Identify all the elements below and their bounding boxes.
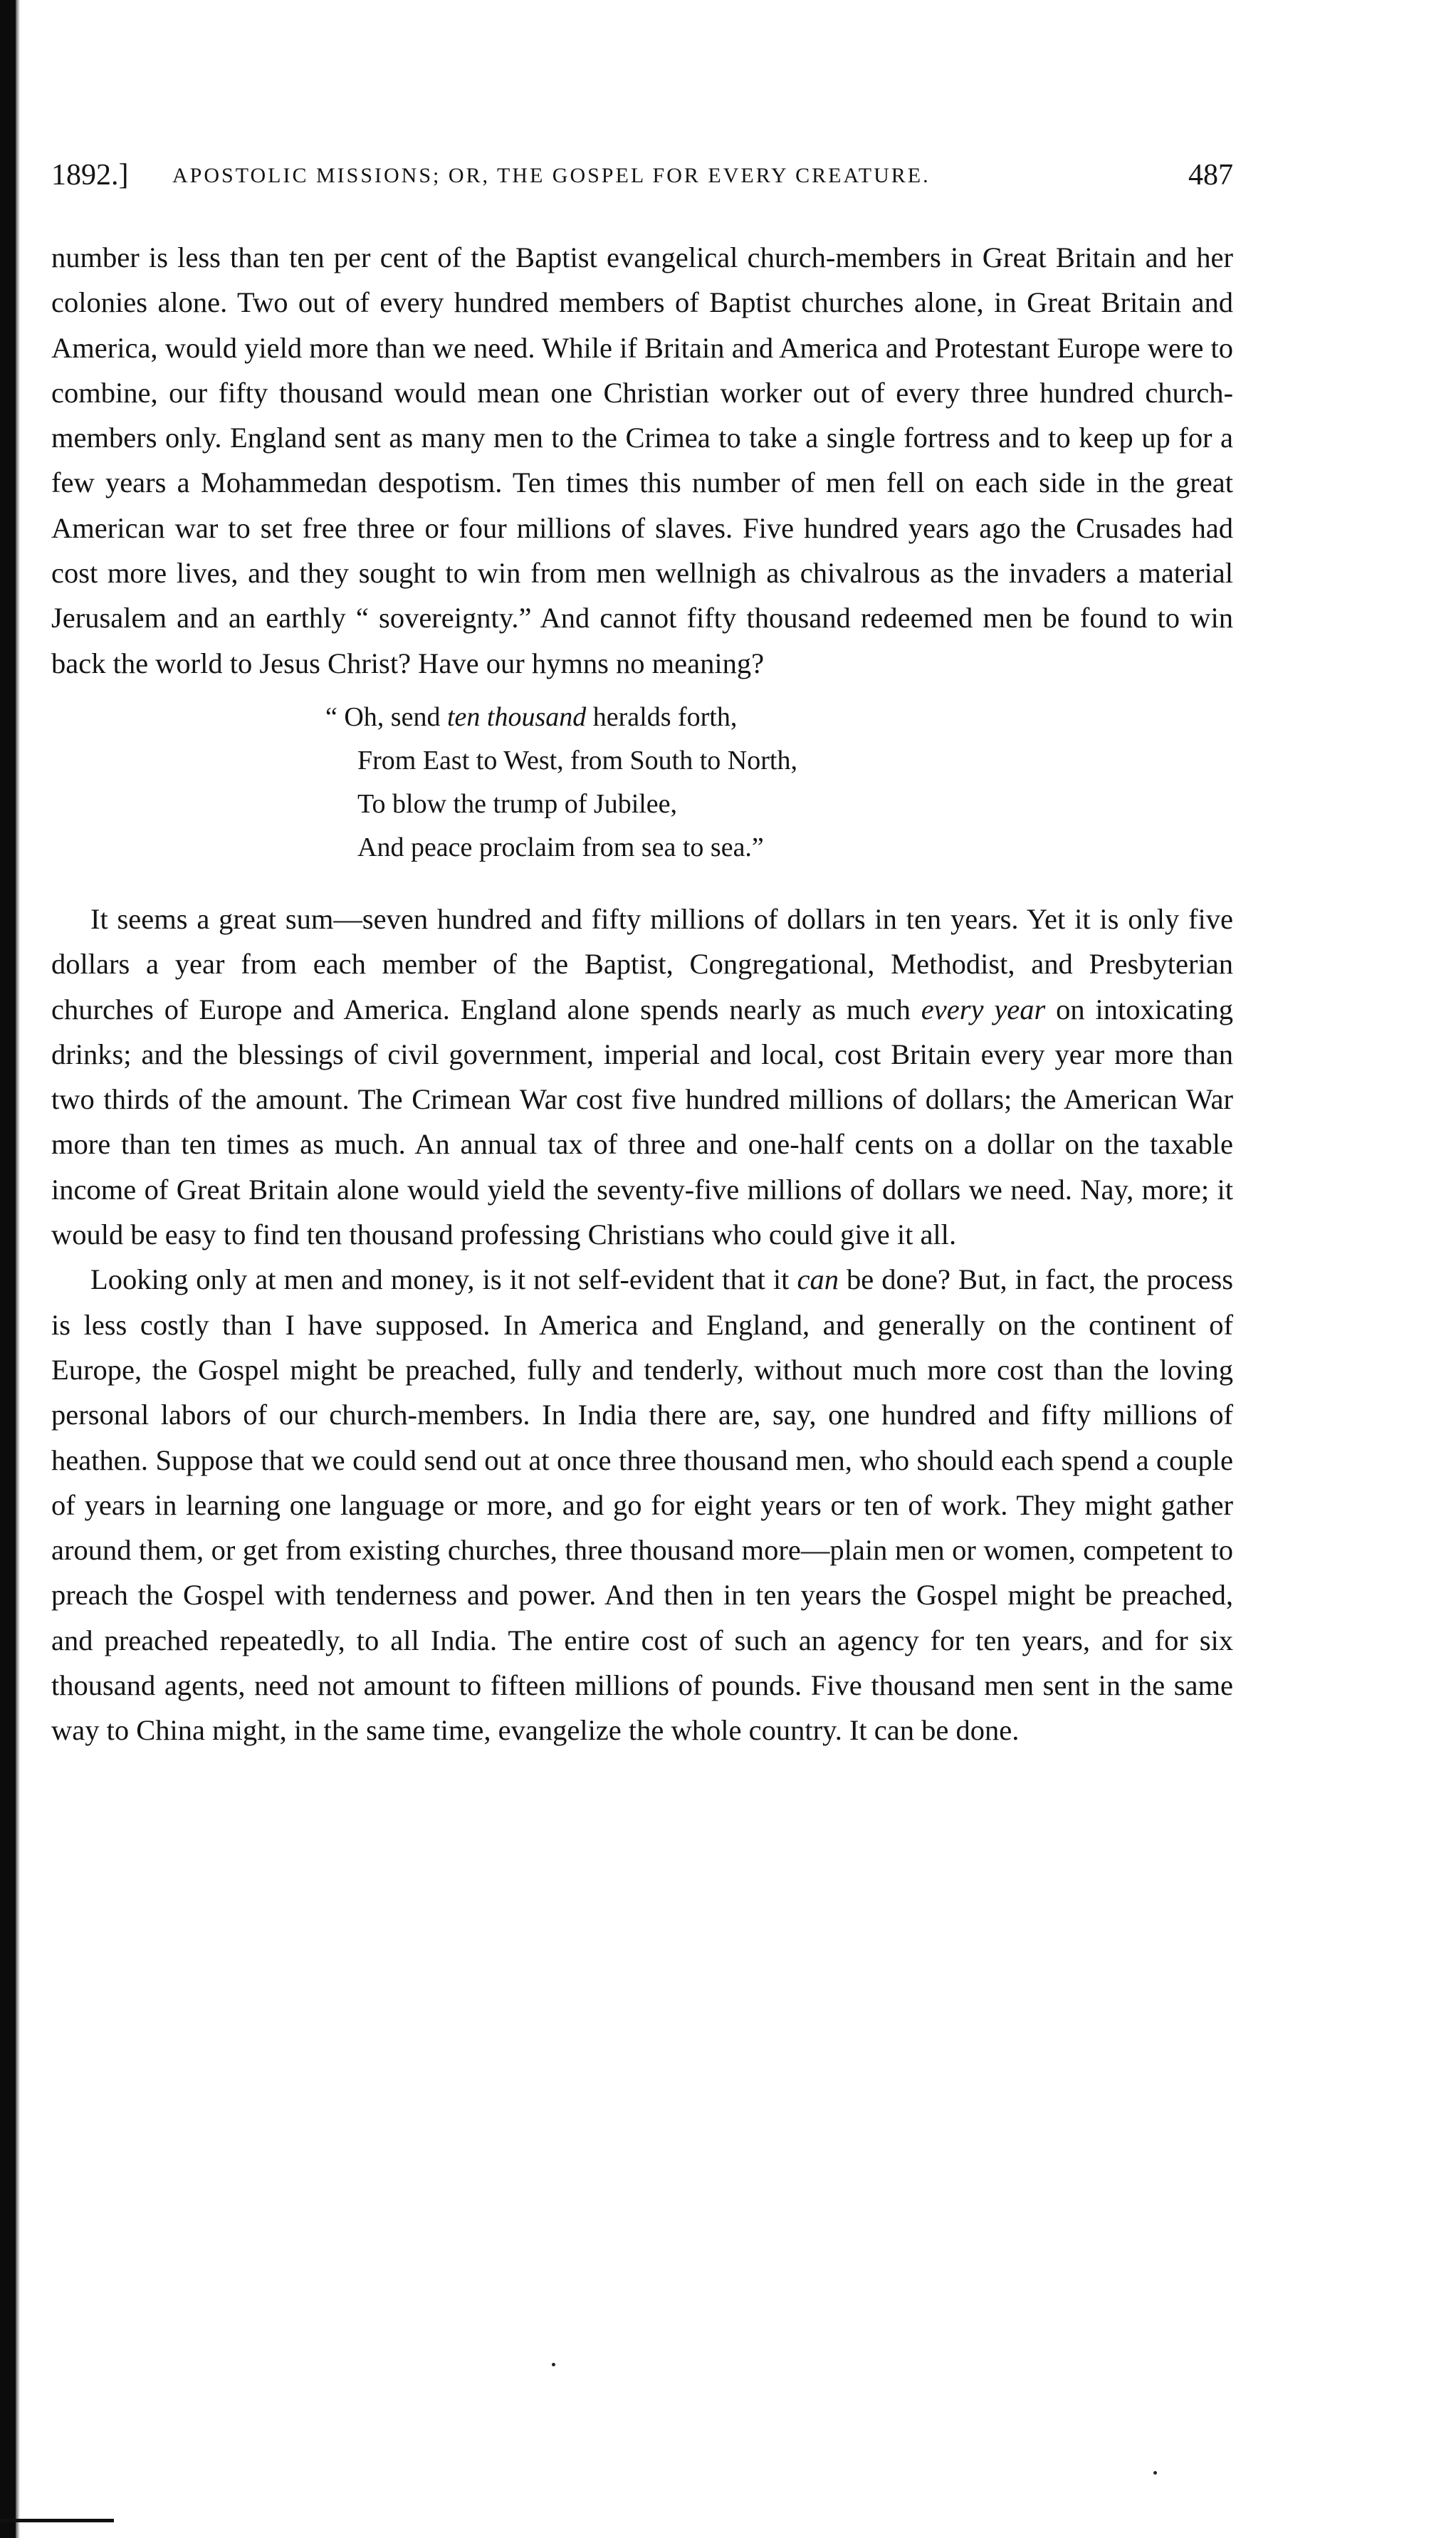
paragraph-1: number is less than ten per cent of the Baptist evangelical church-members in Great Britain and her colonies alone. Two out of every hundred members of Baptist churches alone, in Great Britain and America, would yield more than we need. While if Britain and America and Protestant Europe were to combine, our fifty thousand would mean one Christian worker out of every three hundred church-members only. England sent as many men to the Crimea to take a single fortress and to keep up for a few years a Mohammedan despotism. Ten times this number of men fell on each side in the great American war to set free three or four millions of slaves. Five hundred years ago the Crusades had cost more lives, and they sought to win from men wellnigh as chivalrous as the invaders a material Jerusalem and an earthly “ sovereignty.” And cannot fifty thousand redeemed men be found to win back the world to Jesus Christ? Have our hymns no meaning? xyxy=(51,241,1233,679)
verse-line-4: And peace proclaim from sea to sea.” xyxy=(357,832,764,862)
print-speck xyxy=(1153,2471,1157,2475)
page-body xyxy=(51,235,1233,1753)
spine-gradient xyxy=(16,0,20,2538)
verse-line-3: To blow the trump of Jubilee, xyxy=(357,788,678,819)
header-year: 1892.] xyxy=(51,159,129,192)
paragraph-2: It seems a great sum—seven hundred and fifty millions of dollars in ten years. Yet it is only five dollars a year from each member of the Baptist, Congregational, Methodist, and Presbyterian churches of Europe and America. England alone spends nearly as much every year on intoxicating drinks; and the blessings of civil government, imperial and local, cost Britain every year more than two thirds of the amount. The Crimean War cost five hundred millions of dollars; the American War more than ten times as much. An annual tax of three and one-half cents on a dollar on the taxable income of Great Britain alone would yield the seventy-five millions of dollars we need. Nay, more; it would be easy to find ten thousand professing Christians who could give it all. xyxy=(51,902,1233,1251)
page-number: 487 xyxy=(1188,159,1233,192)
verse-line-1: “ Oh, send ten thousand heralds forth, xyxy=(325,701,738,732)
verse-emphasis: ten thousand xyxy=(446,701,587,732)
print-speck xyxy=(552,2363,555,2366)
paragraph-3: Looking only at men and money, is it not self-evident that it can be done? But, in fact, the process is less costly than I have supposed. In America and England, and generally on the continent of Europe, the Gospel might be preached, fully and tenderly, without much more cost than the loving personal labors of our church-members. In India there are, say, one hundred and fifty millions of heathen. Suppose that we could send out at once three thousand men, who should each spend a couple of years in learning one language or more, and go for eight years or ten of work. They might gather around them, or get from existing churches, three thousand more—plain men or women, competent to preach the Gospel with tenderness and power. And then in ten years the Gospel might be preached, and preached repeatedly, to all India. The entire cost of such an agency for ten years, and for six thousand agents, need not amount to fifteen millions of pounds. Five thousand men sent in the same way to China might, in the same time, evangelize the whole country. It can be done. xyxy=(51,1263,1234,1747)
verse-line-2: From East to West, from South to North, xyxy=(357,745,797,776)
header-title: APOSTOLIC MISSIONS; OR, THE GOSPEL FOR EVERY CREATURE. xyxy=(172,164,931,187)
running-header xyxy=(51,158,1233,201)
emphasis-every-year: every year xyxy=(921,993,1046,1025)
emphasis-can: can xyxy=(797,1263,839,1296)
hymn-quotation xyxy=(51,696,1233,870)
bottom-corner-rule xyxy=(0,2519,114,2522)
book-spine-shadow xyxy=(0,0,16,2538)
